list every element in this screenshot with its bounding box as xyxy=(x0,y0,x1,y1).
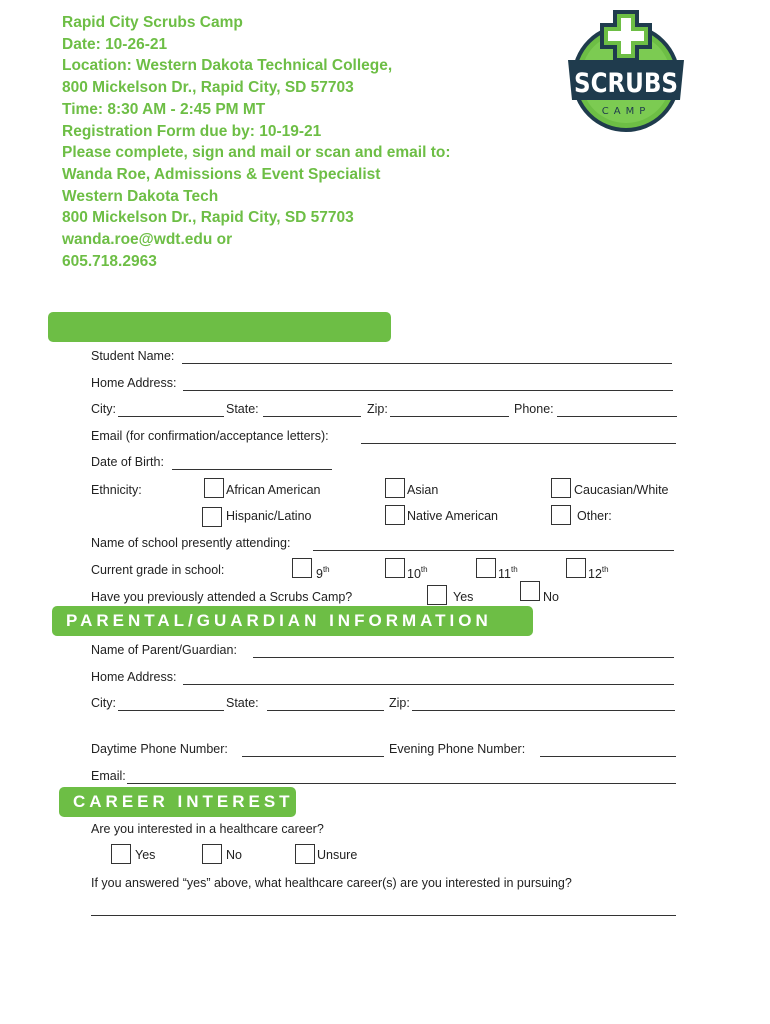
parent-zip-label: Zip: xyxy=(389,696,410,710)
attended-yes-label: Yes xyxy=(453,590,474,604)
event-title: Rapid City Scrubs Camp xyxy=(62,14,243,31)
event-date: Date: 10-26-21 xyxy=(62,35,168,53)
contact-org: Western Dakota Tech xyxy=(62,187,219,205)
event-info-block xyxy=(62,12,450,272)
attended-yes-checkbox[interactable] xyxy=(427,585,447,605)
daytime-phone-label: Daytime Phone Number: xyxy=(91,742,228,756)
grade-10-label: 10th xyxy=(407,565,428,582)
attended-label: Have you previously attended a Scrubs Camp? xyxy=(91,590,353,604)
evening-phone-label: Evening Phone Number: xyxy=(389,742,526,756)
grade-12-label: 12th xyxy=(588,565,609,582)
career-section-bar: CAREER INTEREST xyxy=(59,787,296,817)
parent-address-label: Home Address: xyxy=(91,670,177,684)
ethnicity-african-american-checkbox[interactable] xyxy=(204,478,224,498)
dob-field[interactable] xyxy=(172,469,332,470)
attended-no-checkbox[interactable] xyxy=(520,581,540,601)
parent-city-label: City: xyxy=(91,696,116,710)
dob-label: Date of Birth: xyxy=(91,455,164,469)
career-yes-checkbox[interactable] xyxy=(111,844,131,864)
ethnicity-hispanic-checkbox[interactable] xyxy=(202,507,222,527)
event-time: Time: 8:30 AM - 2:45 PM MT xyxy=(62,100,266,118)
student-zip-field[interactable] xyxy=(390,416,509,417)
parent-address-field[interactable] xyxy=(183,684,674,685)
student-section-bar xyxy=(48,312,391,342)
student-email-label: Email (for confirmation/acceptance letters): xyxy=(91,429,329,443)
grade-9-checkbox[interactable] xyxy=(292,558,312,578)
grade-label: Current grade in school: xyxy=(91,563,225,577)
student-city-field[interactable] xyxy=(118,416,224,417)
contact-name: Wanda Roe, Admissions & Event Specialist xyxy=(62,165,381,183)
student-email-field[interactable] xyxy=(361,443,676,444)
ethnicity-caucasian-checkbox[interactable] xyxy=(551,478,571,498)
career-yes-label: Yes xyxy=(135,848,156,862)
submit-instructions: Please complete, sign and mail or scan and email to: xyxy=(62,144,451,162)
parent-name-field[interactable] xyxy=(253,657,674,658)
student-state-label: State: xyxy=(226,402,259,416)
career-followup-question: If you answered “yes” above, what healthcare career(s) are you interested in pursuing? xyxy=(91,876,572,890)
daytime-phone-field[interactable] xyxy=(242,756,384,757)
parent-city-field[interactable] xyxy=(118,710,224,711)
event-address: 800 Mickelson Dr., Rapid City, SD 57703 xyxy=(62,79,354,97)
ethnicity-asian-label: Asian xyxy=(407,483,439,497)
grade-9-label: 9th xyxy=(316,565,330,582)
ethnicity-label: Ethnicity: xyxy=(91,483,142,497)
student-name-label: Student Name: xyxy=(91,349,175,363)
scrubs-camp-logo xyxy=(566,8,686,132)
grade-11-checkbox[interactable] xyxy=(476,558,496,578)
parent-state-field[interactable] xyxy=(267,710,384,711)
parent-email-field[interactable] xyxy=(127,783,676,784)
student-address-field[interactable] xyxy=(183,390,673,391)
ethnicity-african-american-label: African American xyxy=(226,483,321,497)
ethnicity-other-checkbox[interactable] xyxy=(551,505,571,525)
ethnicity-other-label: Other: xyxy=(577,509,612,523)
grade-12-checkbox[interactable] xyxy=(566,558,586,578)
parent-section-bar: PARENTAL/GUARDIAN INFORMATION xyxy=(52,606,533,636)
student-city-label: City: xyxy=(91,402,116,416)
parent-state-label: State: xyxy=(226,696,259,710)
ethnicity-asian-checkbox[interactable] xyxy=(385,478,405,498)
svg-text:CAMP: CAMP xyxy=(601,106,651,117)
student-phone-field[interactable] xyxy=(557,416,677,417)
student-zip-label: Zip: xyxy=(367,402,388,416)
ethnicity-native-american-checkbox[interactable] xyxy=(385,505,405,525)
evening-phone-field[interactable] xyxy=(540,756,676,757)
student-state-field[interactable] xyxy=(263,416,361,417)
ethnicity-native-american-label: Native American xyxy=(407,509,499,523)
school-field[interactable] xyxy=(313,550,674,551)
contact-email: wanda.roe@wdt.edu or xyxy=(62,231,233,249)
registration-due: Registration Form due by: 10-19-21 xyxy=(62,122,322,140)
student-address-label: Home Address: xyxy=(91,376,177,390)
school-label: Name of school presently attending: xyxy=(91,536,291,550)
student-name-field[interactable] xyxy=(182,363,672,364)
grade-11-label: 11th xyxy=(498,565,518,582)
svg-text:SCRUBS: SCRUBS xyxy=(574,68,678,99)
parent-email-label: Email: xyxy=(91,769,126,783)
parent-zip-field[interactable] xyxy=(412,710,675,711)
attended-no-label: No xyxy=(543,590,559,604)
contact-address: 800 Mickelson Dr., Rapid City, SD 57703 xyxy=(62,209,354,227)
contact-phone: 605.718.2963 xyxy=(62,252,157,270)
career-no-checkbox[interactable] xyxy=(202,844,222,864)
student-phone-label: Phone: xyxy=(514,402,554,416)
event-location: Location: Western Dakota Technical College, xyxy=(62,57,393,75)
ethnicity-caucasian-label: Caucasian/White xyxy=(574,483,669,497)
grade-10-checkbox[interactable] xyxy=(385,558,405,578)
career-no-label: No xyxy=(226,848,242,862)
career-question: Are you interested in a healthcare career? xyxy=(91,822,324,836)
parent-name-label: Name of Parent/Guardian: xyxy=(91,643,237,657)
career-unsure-label: Unsure xyxy=(317,848,358,862)
career-followup-field[interactable] xyxy=(91,915,676,916)
ethnicity-hispanic-label: Hispanic/Latino xyxy=(226,509,312,523)
career-unsure-checkbox[interactable] xyxy=(295,844,315,864)
